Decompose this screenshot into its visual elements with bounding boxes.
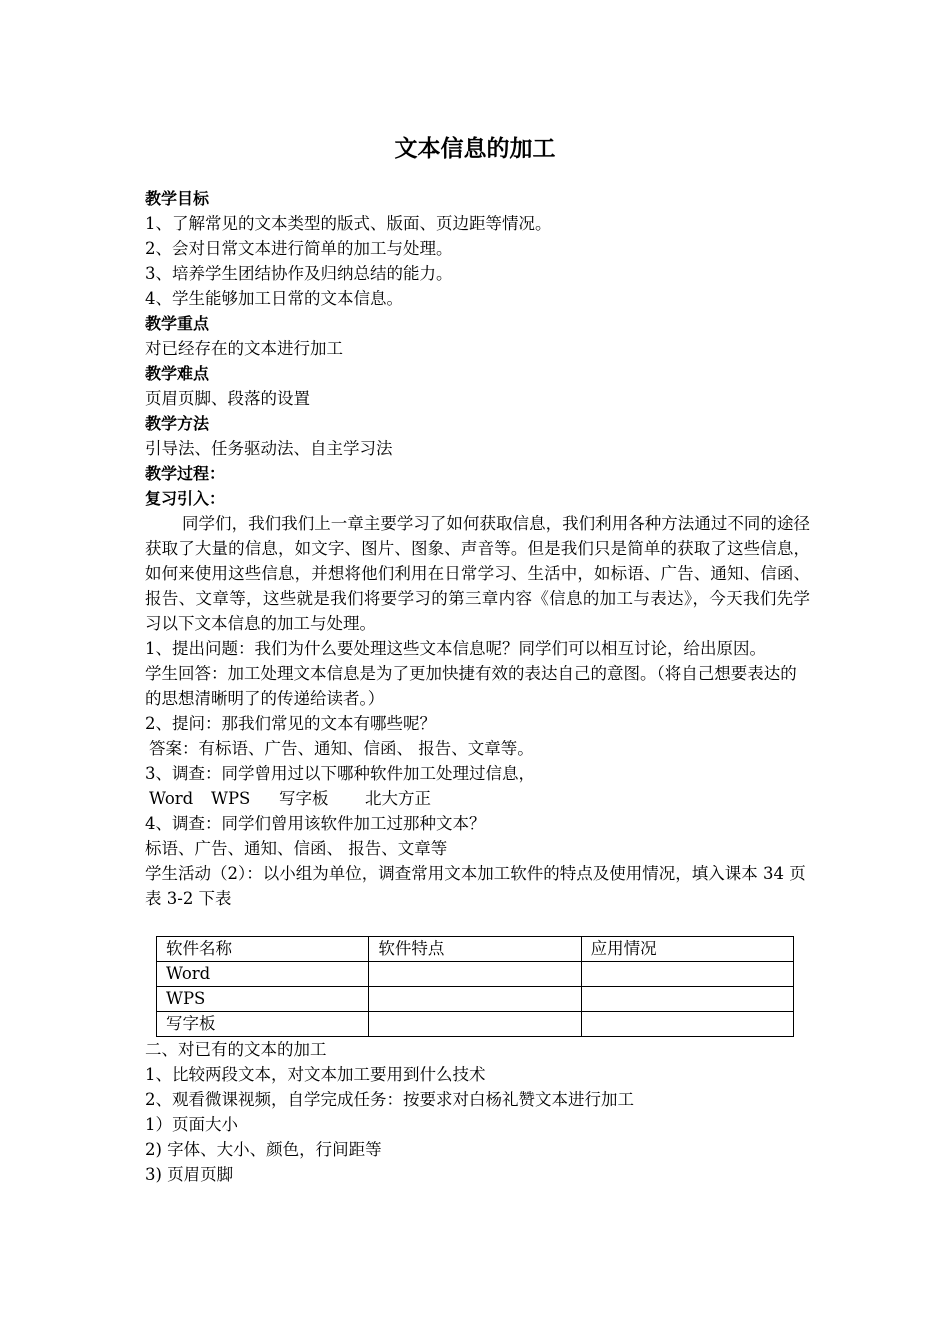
software-item: WPS [211,789,251,808]
table-cell [369,962,581,987]
section-2-heading: 二、对已有的文本的加工 [145,1040,327,1059]
section-heading-key: 教学重点 [145,314,210,333]
intro-paragraph: 同学们，我们我们上一章主要学习了如何获取信息，我们利用各种方法通过不同的途径获取了大量的信息，如文字、图片、图象、声音等。但是我们只是简单的获取了这些信息，如何来使用这些信息，并想将他们利用在日常学习、生活中，如标语、广告、通知、信函、报告、文章等，这些就是我们将要学习的第三章内容《信息的加工与表达》，今天我们先学习以下文本信息的加工与处理。 [145,514,810,633]
goal-item: 2、会对日常文本进行简单的加工与处理。 [145,239,453,258]
task-item: 3) 页眉页脚 [145,1165,234,1184]
software-item: 北大方正 [365,789,431,808]
table-cell: Word [157,962,369,987]
table-cell [581,987,793,1012]
table-cell [581,1012,793,1037]
section-heading-method: 教学方法 [145,414,210,433]
section-2-item: 1、比较两段文本，对文本加工要用到什么技术 [145,1065,486,1084]
question-2: 2、提问：那我们常见的文本有哪些呢？ [145,714,436,733]
software-item: Word [149,789,194,808]
document-title: 文本信息的加工 [394,136,556,162]
table-cell [369,1012,581,1037]
software-item: 写字板 [279,789,329,808]
question-4: 4、调查：同学们曾用该软件加工过那种文本？ [145,814,486,833]
answer-2: 答案：有标语、广告、通知、信函、 报告、文章等。 [149,739,534,758]
table-header-cell: 软件名称 [157,937,369,962]
difficulty-text: 页眉页脚、段落的设置 [145,389,310,408]
software-table [156,936,794,1037]
question-3: 3、调查：同学曾用过以下哪种软件加工处理过信息， [145,764,535,783]
section-heading-goals: 教学目标 [145,189,210,208]
table-header-cell: 应用情况 [581,937,793,962]
task-item: 1）页面大小 [145,1115,238,1134]
answer-4: 标语、广告、通知、信函、 报告、文章等 [145,839,448,858]
task-item: 2) 字体、大小、颜色，行间距等 [145,1140,382,1159]
software-list [149,786,810,811]
table-cell: 写字板 [157,1012,369,1037]
goal-item: 4、学生能够加工日常的文本信息。 [145,289,403,308]
table-cell [581,962,793,987]
method-text: 引导法、任务驱动法、自主学习法 [145,439,393,458]
table-cell: WPS [157,987,369,1012]
table-header-cell: 软件特点 [369,937,581,962]
section-heading-review: 复习引入： [145,489,226,508]
key-text: 对已经存在的文本进行加工 [145,339,343,358]
table-header-row [157,937,794,962]
document-body [145,186,810,1187]
table-cell [369,987,581,1012]
section-heading-difficulty: 教学难点 [145,364,210,383]
table-row [157,962,794,987]
section-2-item: 2、观看微课视频，自学完成任务：按要求对白杨礼赞文本进行加工 [145,1090,634,1109]
goal-item: 1、了解常见的文本类型的版式、版面、页边距等情况。 [145,214,552,233]
answer-1: 学生回答：加工处理文本信息是为了更加快捷有效的表达自己的意图。（将自己想要表达的的思想清晰明了的传递给读者。） [145,664,797,708]
goal-item: 3、培养学生团结协作及归纳总结的能力。 [145,264,453,283]
student-activity: 学生活动（2）：以小组为单位，调查常用文本加工软件的特点及使用情况，填入课本 34 页表 3-2 下表 [145,864,806,908]
question-1: 1、提出问题：我们为什么要处理这些文本信息呢？同学们可以相互讨论，给出原因。 [145,639,766,658]
table-row [157,987,794,1012]
section-heading-process: 教学过程： [145,464,226,483]
table-row [157,1012,794,1037]
